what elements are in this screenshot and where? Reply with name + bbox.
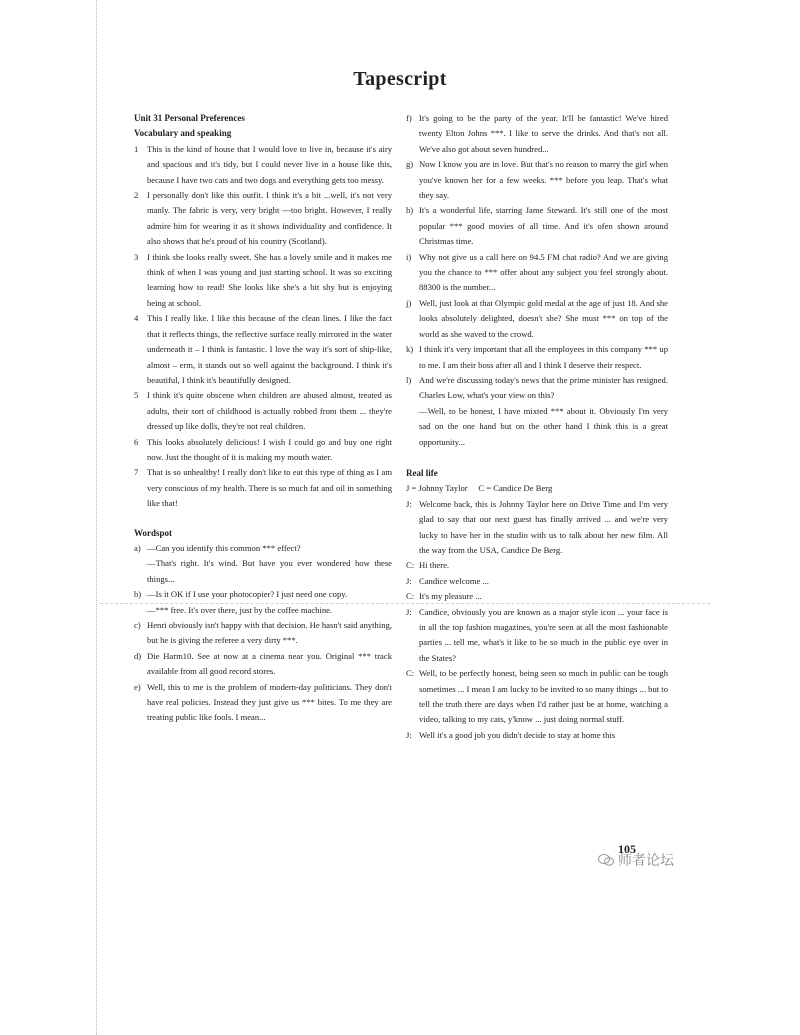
item-letter: b) [134,589,142,600]
list-item [134,680,392,726]
item-line: —Can you identify this common *** effect? [147,542,301,553]
list-item [134,649,392,680]
speaker-label: J: [406,606,412,617]
wordspot-heading: Wordspot [134,527,173,538]
dialogue-line [406,497,668,559]
dialogue-text: Candice, obviously you are known as a major style icon ... your face is in all the top fashion magazines, you're seen at all the most fashionable parties ... tell me, what's it like to be so much in the public eye over in the States? [419,606,668,663]
speaker-label: C: [406,591,415,602]
watermark [598,850,674,870]
item-line: —Well, to be honest, I have mixted *** about it. Obviously I'm very sad on the one hand but on the other hand I think this is a great opportunity... [419,405,668,447]
dialogue-line [406,666,668,728]
speaker-key: J = Johnny Taylor C = Candice De Berg [406,483,553,494]
item-line: —That's right. It's wind. But have you ever wondered how these things... [147,558,392,584]
left-column [134,111,392,726]
item-letter: i) [406,251,412,262]
list-item [134,541,392,587]
speaker-label: J: [406,729,412,740]
item-line: Why not give us a call here on 94.5 FM chat radio? And we are giving you the chance to *** offer about any subject you feel strongly about. 88300 is the number... [419,251,668,293]
wordspot-list-continued [406,111,668,450]
list-item [406,342,668,373]
item-letter: e) [134,681,141,692]
item-letter: j) [406,297,412,308]
item-letter: l) [406,374,412,385]
item-text: This I really like. I like this because of the clean lines. I like the fact that it reflects things, the reflective surface really mirrored in the water underneath it – I think is fantastic. I love the way it's sort of ship-like, almost – erm, it stands out so well against the background. I think it's beautiful, I think it's beautifully designed. [147,313,392,385]
vocabulary-list [134,142,392,512]
item-line: Henri obviously isn't happy with that decision. He hasn't said anything, but he is giving the referee a very dirty ***. [147,620,392,646]
dialogue [406,497,668,744]
item-letter: d) [134,650,142,661]
item-number: 5 [134,390,139,401]
speaker-label: J: [406,575,412,586]
item-number: 7 [134,467,139,478]
item-text: This is the kind of house that I would love to live in, because it's airy and spacious and it's tidy, but I could never live in a house like this, because I have two cats and two dogs and everything gets too messy. [147,143,392,185]
list-item [134,250,392,312]
item-line: Well, just look at that Olympic gold medal at the age of just 18. And she looks absolutely delighted, doesn't she? She must *** on top of the world as she waved to the crowd. [419,297,668,339]
item-letter: a) [134,542,141,553]
vocabulary-heading: Vocabulary and speaking [134,128,232,139]
dialogue-text: Well it's a good job you didn't decide to stay at home this [419,729,616,740]
list-item [134,311,392,388]
wordspot-list [134,541,392,726]
item-text: I think it's quite obscene when children are abused almost, treated as adults, their sort of childhood is actually robbed from them ... they're dressed up like dolls, they're not real children. [147,390,392,432]
binding-margin-line [96,0,97,1035]
list-item [134,618,392,649]
list-item [406,250,668,296]
page-title: Tapescript [353,68,447,90]
dialogue-line [406,605,668,667]
item-line: —Is it OK if I use your photocopier? I just need one copy. [147,589,348,600]
item-line: I think it's very important that all the employees in this company *** up to me. I am their boss after all and I think I deserve their respect. [419,344,668,370]
item-text: I think she looks really sweet. She has a lovely smile and it makes me think of when I was young and just starting school. It was so exciting learning how to read! She looks like she's a bit shy but is enjoying being at school. [147,251,392,308]
section-divider [100,603,710,604]
item-letter: f) [406,113,412,123]
list-item [406,111,668,157]
speaker-label: C: [406,668,415,679]
item-line: —*** free. It's over there, just by the coffee machine. [147,604,333,615]
dialogue-text: Candice welcome ... [419,575,489,586]
item-text: That is so unhealthy! I really don't like to eat this type of thing as I am very conscious of my health. There is so much fat and oil in something like that! [147,467,392,509]
item-number: 3 [134,251,139,262]
unit-heading: Unit 31 Personal Preferences [134,113,245,123]
list-item [134,142,392,188]
dialogue-text: Hi there. [419,560,450,571]
dialogue-line [406,728,668,743]
item-line: And we're discussing today's news that the prime minister has resigned. Charles Low, what's your view on this? [419,374,668,401]
list-item [406,157,668,203]
page-number: 105 [618,842,636,856]
dialogue-line [406,574,668,589]
item-line: Die Harm10. See at now at a cinema near you. Original *** track available from all good record stores. [147,650,392,677]
list-item [134,188,392,250]
speaker-label: J: [406,498,412,509]
item-line: Well, this to me is the problem of modern-day politicians. They don't have real policies. Instead they just give us *** bites. To me they are treating public like fools. I mean... [147,681,392,723]
item-text: I personally don't like this outfit. I think it's a bit ...well, it's not very manly. The fabric is very, very bright ---too bright. However, I really admire him for wearing it as it shows individuality and confidence. It also shows that he's proud of his country (Scotland). [147,190,392,247]
dialogue-text: It's my pleasure ... [419,591,482,602]
list-item [406,203,668,249]
item-letter: c) [134,620,141,630]
item-text: This looks absolutely delicious! I wish I could go and buy one right now. Just the thought of it is making my mouth water. [147,436,392,462]
list-item [134,435,392,466]
speaker-label: C: [406,560,415,571]
item-letter: h) [406,205,414,216]
dialogue-text: Welcome back, this is Johnny Taylor here on Drive Time and I'm very glad to say that our next guest has finally arrived ... and we're very lucky to have her in the studio with us to talk about her new film. All the way from the USA, Candice De Berg. [419,498,668,555]
chat-bubble-icon [598,853,614,867]
dialogue-line [406,558,668,573]
item-line: It's a wonderful life, starring Jame Steward. It's still one of the most popular *** good movies of all time. And it's ofen shown around Christmas time. [419,205,668,247]
list-item [134,388,392,434]
item-letter: k) [406,344,414,355]
item-line: It's going to be the party of the year. It'll be fantastic! We've hired twenty Elton Johns ***. I like to serve the drinks. And that's not all. We've also got about seven hundred... [419,113,668,154]
item-number: 6 [134,436,139,447]
dialogue-text: Well, to be perfectly honest, being seen so much in public can be tough sometimes ... I mean I am lucky to be invited to so many things ... but to tell the truth there are days when I'd rather just be at home, watching a video, talking to my cats, y'know ... just doing normal stuff. [419,668,668,725]
item-line: Now I know you are in love. But that's no reason to marry the girl when you've known her for a few weeks. *** before you leap. That's what they say. [419,159,668,201]
list-item [134,465,392,511]
watermark-text: 师者论坛 [618,853,674,869]
real-life-heading: Real life [406,467,438,478]
item-number: 1 [134,143,139,154]
item-letter: g) [406,159,414,170]
item-number: 2 [134,190,139,201]
right-column [406,111,668,743]
list-item [406,373,668,450]
list-item [406,296,668,342]
item-number: 4 [134,313,139,324]
